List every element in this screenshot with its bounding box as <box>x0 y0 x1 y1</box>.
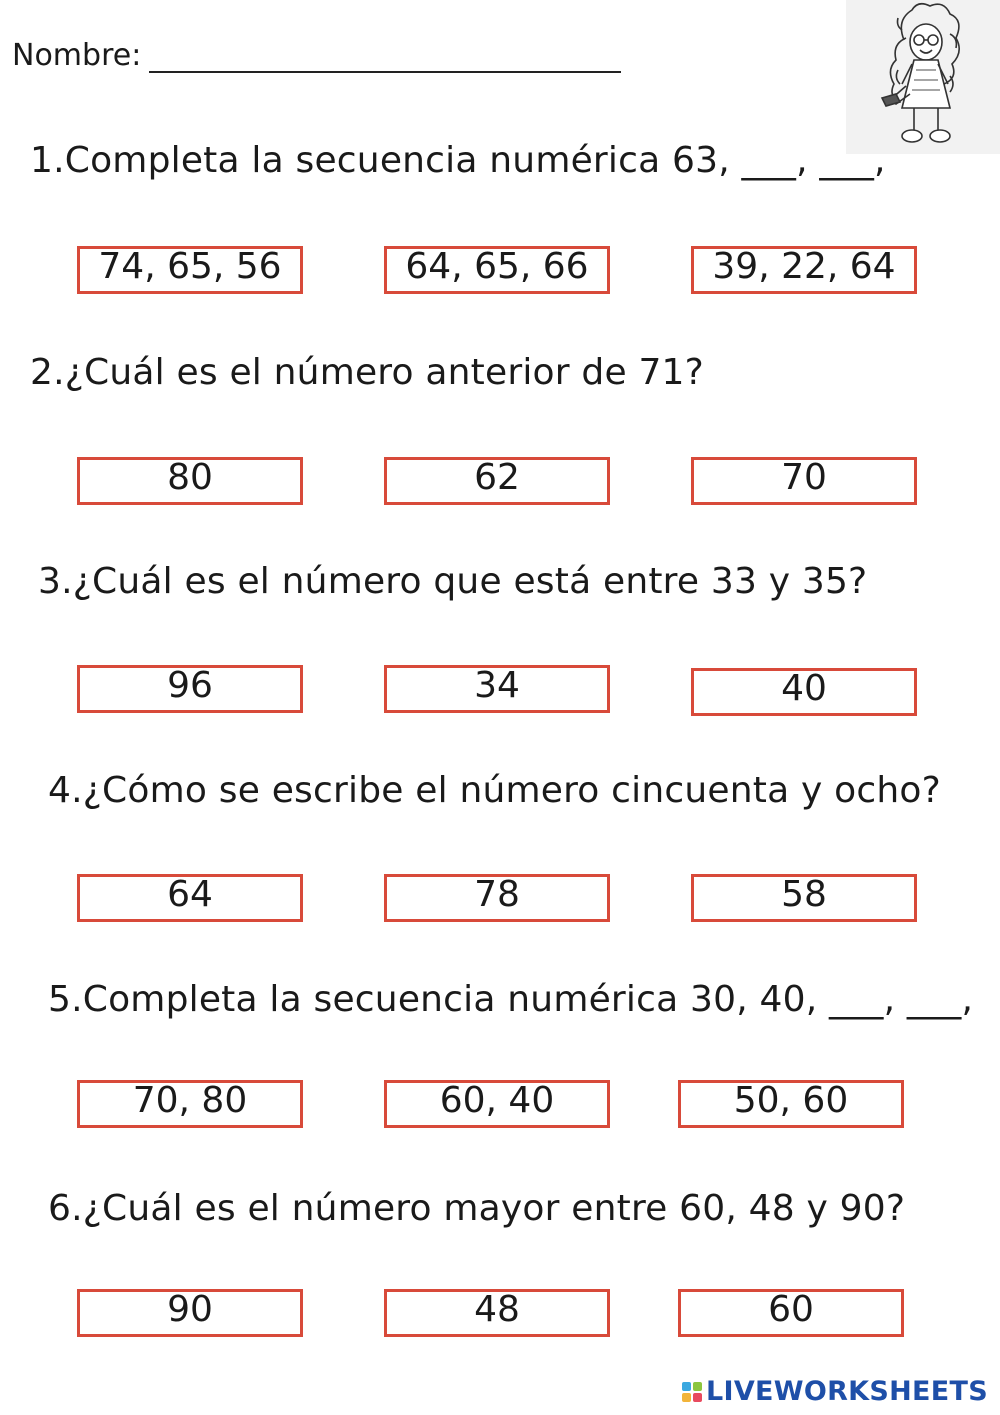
liveworksheets-footer <box>682 1376 988 1407</box>
question-6: 6.¿Cuál es el número mayor entre 60, 48 y 90? <box>48 1188 906 1229</box>
answer-option-3c[interactable]: 40 <box>691 668 917 716</box>
question-3: 3.¿Cuál es el número que está entre 33 y 35? <box>38 561 868 602</box>
answer-option-5b[interactable]: 60, 40 <box>384 1080 610 1128</box>
name-label: Nombre: <box>12 38 142 73</box>
answer-option-1c[interactable]: 39, 22, 64 <box>691 246 917 294</box>
question-1: 1.Completa la secuencia numérica 63, ___, ___, <box>30 140 886 181</box>
answer-option-4b[interactable]: 78 <box>384 874 610 922</box>
name-input-line[interactable] <box>149 41 621 73</box>
name-field-row <box>12 38 621 73</box>
girl-with-glasses-illustration <box>846 0 1000 154</box>
answer-option-2b[interactable]: 62 <box>384 457 610 505</box>
answer-option-6b[interactable]: 48 <box>384 1289 610 1337</box>
answer-option-1a[interactable]: 74, 65, 56 <box>77 246 303 294</box>
answer-option-6c[interactable]: 60 <box>678 1289 904 1337</box>
answer-option-3a[interactable]: 96 <box>77 665 303 713</box>
answer-option-4c[interactable]: 58 <box>691 874 917 922</box>
answer-option-1b[interactable]: 64, 65, 66 <box>384 246 610 294</box>
question-5: 5.Completa la secuencia numérica 30, 40, ___, ___, <box>48 979 974 1020</box>
answer-option-5c[interactable]: 50, 60 <box>678 1080 904 1128</box>
brand-name: LIVEWORKSHEETS <box>705 1376 988 1407</box>
question-4: 4.¿Cómo se escribe el número cincuenta y ocho? <box>48 770 941 811</box>
answer-option-6a[interactable]: 90 <box>77 1289 303 1337</box>
answer-option-3b[interactable]: 34 <box>384 665 610 713</box>
answer-option-4a[interactable]: 64 <box>77 874 303 922</box>
answer-option-5a[interactable]: 70, 80 <box>77 1080 303 1128</box>
answer-option-2c[interactable]: 70 <box>691 457 917 505</box>
liveworksheets-logo-icon <box>682 1382 702 1402</box>
question-2: 2.¿Cuál es el número anterior de 71? <box>30 352 704 393</box>
girl-illustration-icon <box>846 0 1000 154</box>
answer-option-2a[interactable]: 80 <box>77 457 303 505</box>
